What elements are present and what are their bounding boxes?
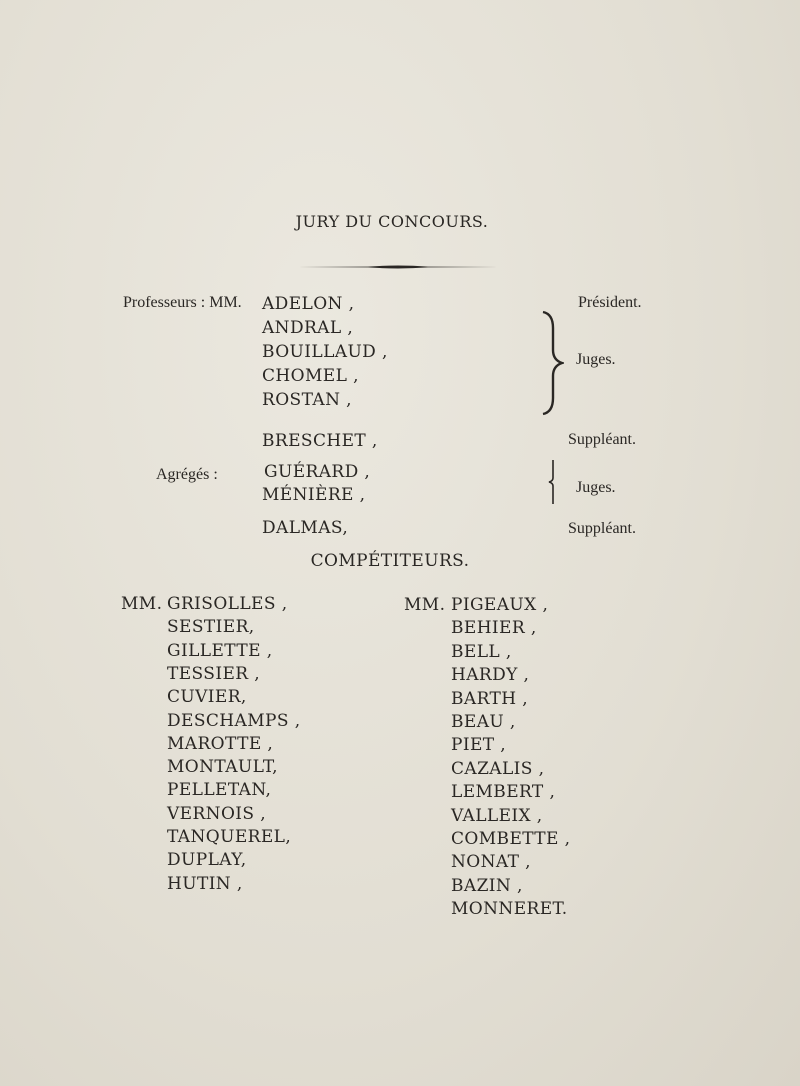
agrege-name: MÉNIÈRE , <box>262 485 366 505</box>
competitor-name: MONTAULT, <box>167 757 278 778</box>
role-president: Président. <box>578 294 642 311</box>
competitor-name: NONAT , <box>451 852 531 873</box>
competitor-name: BAZIN , <box>451 875 523 896</box>
competitor-name: TESSIER , <box>167 663 261 684</box>
agreges-label: Agrégés : <box>156 466 218 483</box>
competitor-name: TANQUEREL, <box>167 827 292 847</box>
competitor-name: VERNOIS , <box>167 803 267 824</box>
agrege-name: BRESCHET , <box>262 431 378 451</box>
role-juges: Juges. <box>576 479 616 496</box>
competitor-name: DESCHAMPS , <box>167 710 301 731</box>
left-prefix: MM. <box>121 594 163 614</box>
agrege-name: DALMAS, <box>262 518 349 538</box>
competitor-name: PIGEAUX , <box>451 595 549 615</box>
professeur-name: ANDRAL , <box>262 318 354 338</box>
professeur-name: BOUILLAUD , <box>262 342 388 362</box>
competitor-name: HARDY , <box>451 665 530 686</box>
competitor-name: PIET , <box>451 735 507 756</box>
competitor-name: DUPLAY, <box>167 850 247 871</box>
competitor-name: BEAU , <box>451 712 516 732</box>
competiteurs-title: COMPÉTITEURS. <box>310 551 470 571</box>
competitor-name: PELLETAN, <box>167 780 272 801</box>
agrege-name: GUÉRARD , <box>264 462 371 482</box>
competitor-name: HUTIN , <box>167 873 243 894</box>
competitor-name: CUVIER, <box>167 687 247 708</box>
role-juges: Juges. <box>576 351 616 368</box>
competitor-name: SESTIER, <box>167 617 255 638</box>
competitor-name: BELL , <box>451 641 512 662</box>
competitor-name: GILLETTE , <box>167 640 273 661</box>
professeur-name: CHOMEL , <box>262 366 359 386</box>
ornamental-rule <box>298 264 498 270</box>
competitor-name: VALLEIX , <box>451 805 543 826</box>
competitor-name: COMBETTE , <box>451 829 571 849</box>
right-prefix: MM. <box>404 595 446 615</box>
brace-agreges <box>545 458 559 506</box>
professeurs-label: Professeurs : MM. <box>123 294 242 311</box>
page-title: JURY DU CONCOURS. <box>295 212 489 231</box>
brace-professeurs <box>540 310 564 416</box>
professeur-name: ADELON , <box>262 294 355 314</box>
professeur-name: ROSTAN , <box>262 390 352 410</box>
competitor-name: BEHIER , <box>451 618 537 639</box>
role-suppleant: Suppléant. <box>568 431 636 448</box>
competitor-name: GRISOLLES , <box>167 594 288 614</box>
competitor-name: MONNERET. <box>451 899 568 920</box>
role-suppleant: Suppléant. <box>568 520 636 537</box>
competitor-name: MAROTTE , <box>167 733 274 754</box>
competitor-name: CAZALIS , <box>451 758 545 779</box>
competitor-name: LEMBERT , <box>451 782 556 803</box>
competitor-name: BARTH , <box>451 688 529 709</box>
